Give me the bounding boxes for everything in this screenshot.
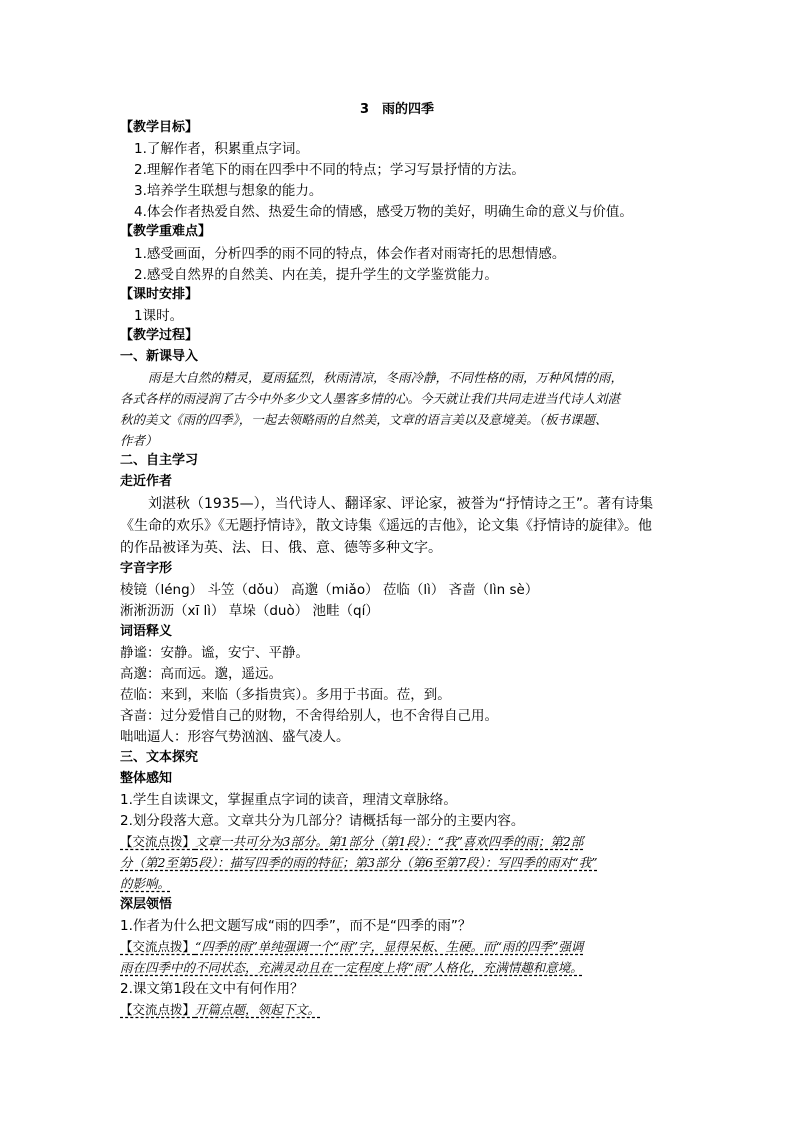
answer-line: 分（第2至第5段）：描写四季的雨的特征；第3部分（第6至第7段）：写四季的雨对“我” xyxy=(120,855,598,870)
question-line: 1.作者为什么把文题写成“雨的四季”，而不是“四季的雨”？ xyxy=(120,918,472,934)
key-points-heading: 【教学重难点】 xyxy=(120,224,212,239)
vocab-heading: 词语释义 xyxy=(120,624,173,639)
overall-heading: 整体感知 xyxy=(120,771,173,786)
deep-heading: 深层领悟 xyxy=(120,897,173,912)
answer-tag: 【交流点拨】 xyxy=(120,939,196,954)
author-line: 刘湛秋（1935—），当代诗人、翻译家、评论家，被誉为“抒情诗之王”。著有诗集 xyxy=(148,496,654,512)
chars-heading: 字音字形 xyxy=(120,561,173,576)
overall-line: 1.学生自读课文，掌握重点字词的读音，理清文章脉络。 xyxy=(120,792,457,808)
answer-tag: 【交流点拨】 xyxy=(120,834,196,849)
answer-line xyxy=(120,937,583,957)
intro-line: 作者） xyxy=(120,433,158,448)
intro-line: 秋的美文《雨的四季》，一起去领略雨的自然美，文章的语言美以及意境美。（板书课题、 xyxy=(120,412,608,427)
self-study-heading: 二、自主学习 xyxy=(120,453,199,468)
answer-text: 开篇点题，领起下文。 xyxy=(195,1002,321,1017)
answer-line xyxy=(120,832,583,852)
schedule-text: 1课时。 xyxy=(134,308,184,324)
goals-heading: 【教学目标】 xyxy=(120,120,199,135)
chars-line: 淅淅沥沥（xī lì） 草垛（duò） 池畦（qí） xyxy=(120,603,379,619)
answer-tag: 【交流点拨】 xyxy=(120,1002,196,1017)
question-line: 2.课文第1段在文中有何作用？ xyxy=(120,981,304,997)
goal-item: 4.体会作者热爱自然、热爱生命的情感，感受万物的美好，明确生命的意义与价值。 xyxy=(134,204,633,220)
author-line: 的作品被译为英、法、日、俄、意、德等多种文字。 xyxy=(120,540,442,556)
intro-line: 各式各样的雨浸润了古今中外多少文人墨客多情的心。今天就让我们共同走进当代诗人刘湛 xyxy=(120,391,621,406)
key-point-item: 2.感受自然界的自然美、内在美，提升学生的文学鉴赏能力。 xyxy=(134,267,498,283)
key-point-item: 1.感受画面，分析四季的雨不同的特点，体会作者对雨寄托的思想情感。 xyxy=(134,246,566,262)
goal-item: 2.理解作者笔下的雨在四季中不同的特点；学习写景抒情的方法。 xyxy=(134,162,525,178)
answer-line: 雨在四季中的不同状态，充满灵动且在一定程度上将“雨”人格化，充满情趣和意境。 xyxy=(120,960,583,975)
chars-line: 棱镜（léng） 斗笠（dǒu） 高邈（miǎo） 莅临（lì） 吝啬（lìn sè） xyxy=(120,582,539,598)
goal-item: 1.了解作者，积累重点字词。 xyxy=(134,141,309,157)
author-line: 《生命的欢乐》《无题抒情诗》，散文诗集《遥远的吉他》，论文集《抒情诗的旋律》。他 xyxy=(120,518,652,534)
process-heading: 【教学过程】 xyxy=(120,328,199,343)
explore-heading: 三、文本探究 xyxy=(120,750,199,765)
answer-text: “四季的雨”单纯强调一个“雨”字，显得呆板、生硬。而“雨的四季”强调 xyxy=(195,939,584,954)
answer-line xyxy=(120,1000,320,1020)
vocab-line: 咄咄逼人：形容气势汹汹、盛气凌人。 xyxy=(120,729,350,745)
answer-text: 文章一共可分为3部分。第1部分（第1段）：“我”喜欢四季的雨；第2部 xyxy=(195,834,584,849)
vocab-line: 吝啬：过分爱惜自己的财物，不舍得给别人，也不舍得自己用。 xyxy=(120,708,498,724)
answer-line: 的影响。 xyxy=(120,876,171,891)
schedule-heading: 【课时安排】 xyxy=(120,287,199,302)
vocab-line: 静谧：安静。谧，安宁、平静。 xyxy=(120,645,309,661)
intro-line: 雨是大自然的精灵，夏雨猛烈，秋雨清凉，冬雨冷静，不同性格的雨，万种风情的雨， xyxy=(148,370,624,385)
vocab-line: 莅临：来到，来临（多指贵宾）。多用于书面。莅，到。 xyxy=(120,687,451,703)
author-heading: 走近作者 xyxy=(120,474,173,489)
overall-line: 2.划分段落大意。文章共分为几部分？请概括每一部分的主要内容。 xyxy=(120,813,525,829)
intro-heading: 一、新课导入 xyxy=(120,349,199,364)
page-title: 3 雨的四季 xyxy=(359,102,435,117)
vocab-line: 高邈：高而远。邈，遥远。 xyxy=(120,666,282,682)
goal-item: 3.培养学生联想与想象的能力。 xyxy=(134,183,323,199)
